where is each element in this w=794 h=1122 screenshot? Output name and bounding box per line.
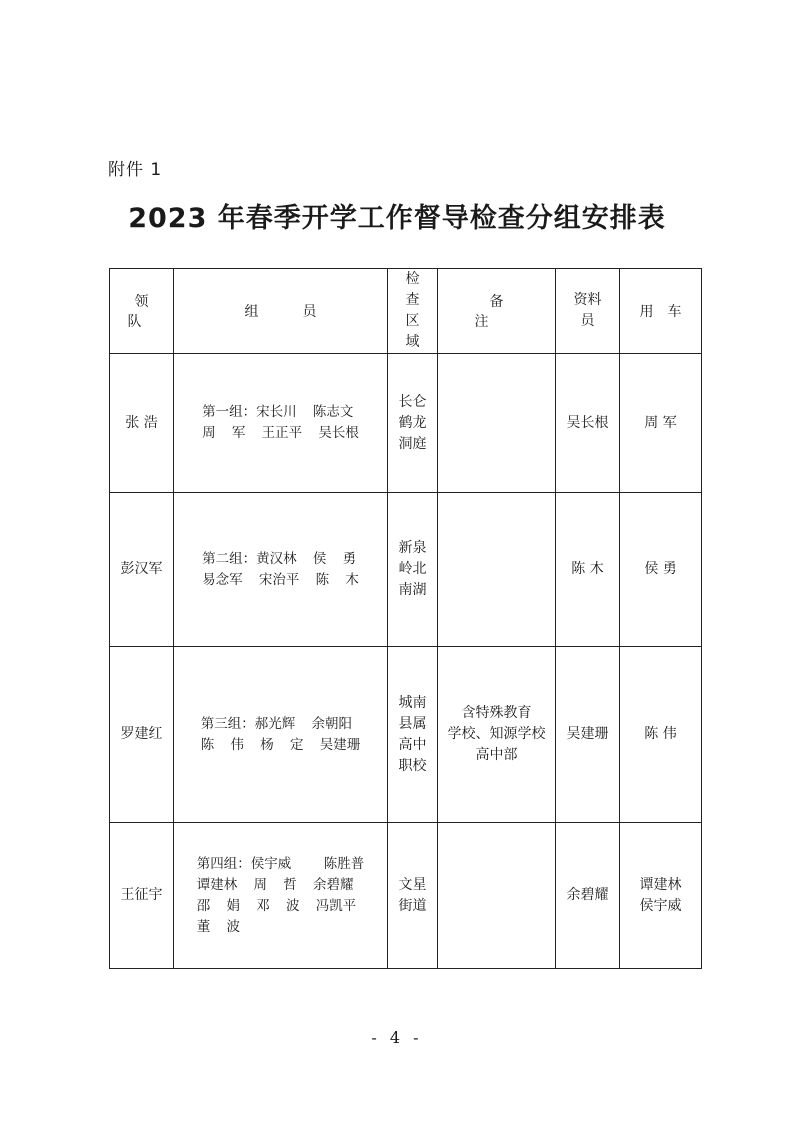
cell-staff: 吴长根 [556,354,620,493]
document-title: 2023 年春季开学工作督导检查分组安排表 [128,203,666,234]
cell-staff: 陈 木 [556,493,620,647]
cell-members: 第一组：宋长川 陈志文 周 军 王正平 吴长根 [174,354,388,493]
header-note: 备注 [438,269,556,354]
cell-region: 城南县属高中职校 [388,647,438,823]
cell-region: 新泉岭北南湖 [388,493,438,647]
cell-leader: 王征宇 [110,823,174,969]
header-members: 组员 [174,269,388,354]
table-row [110,823,702,969]
table-row [110,647,702,823]
table-row [110,354,702,493]
cell-leader: 罗建红 [110,647,174,823]
header-staff: 资料员 [556,269,620,354]
cell-leader: 张 浩 [110,354,174,493]
cell-members: 第二组：黄汉林 侯 勇 易念军 宋治平 陈 木 [174,493,388,647]
cell-vehicle: 谭建林 侯宇威 [620,823,702,969]
cell-note [438,823,556,969]
cell-vehicle: 陈 伟 [620,647,702,823]
cell-region: 长仑鹤龙洞庭 [388,354,438,493]
cell-vehicle: 周 军 [620,354,702,493]
cell-staff: 吴建珊 [556,647,620,823]
table-row [110,493,702,647]
cell-region: 文星街道 [388,823,438,969]
table-header-row [110,269,702,354]
header-region: 检查区域 [388,269,438,354]
cell-staff: 余碧耀 [556,823,620,969]
cell-members: 第三组：郝光辉 余朝阳 陈 伟 杨 定 吴建珊 [174,647,388,823]
cell-members: 第四组：侯宇威 陈胜普 谭建林 周 哲 余碧耀 邵 娟 邓 波 冯凯平 董 波 [174,823,388,969]
cell-leader: 彭汉军 [110,493,174,647]
cell-note [438,493,556,647]
cell-note: 含特殊教育 学校、知源学校 高中部 [438,647,556,823]
attachment-label: 附件 1 [108,160,163,180]
page-number: - 4 - [371,1028,423,1047]
arrangement-table [109,268,702,969]
cell-vehicle: 侯 勇 [620,493,702,647]
header-leader: 领队 [110,269,174,354]
header-vehicle: 用车 [620,269,702,354]
cell-note [438,354,556,493]
